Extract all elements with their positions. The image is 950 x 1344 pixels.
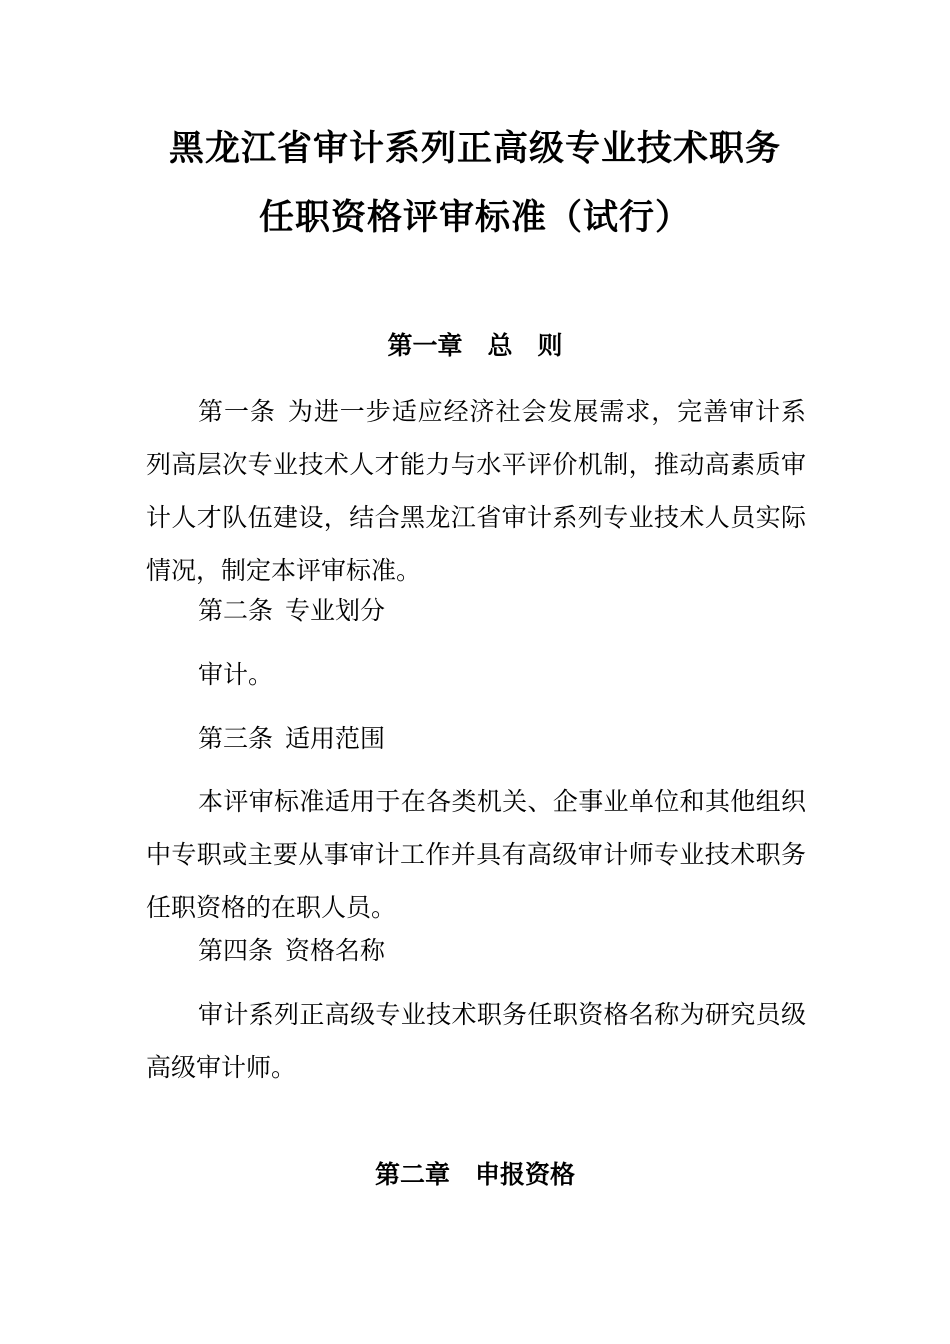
article-2-body: 审计。 — [198, 660, 274, 689]
article-1-number: 第一条 — [198, 397, 276, 426]
article-4-title: 资格名称 — [285, 936, 386, 965]
article-4-number: 第四条 — [198, 936, 274, 965]
chapter-heading-2: 第二章 申报资格 — [374, 1160, 575, 1189]
chapter-heading-1: 第一章 总 则 — [387, 331, 563, 360]
article-3-number: 第三条 — [198, 724, 274, 753]
document-title-line-1: 黑龙江省审计系列正高级专业技术职务 — [168, 129, 781, 169]
article-1-paragraph — [146, 385, 806, 597]
article-4-heading — [146, 924, 806, 977]
document-title-line-2: 任职资格评审标准（试行） — [258, 198, 691, 238]
article-3-body: 本评审标准适用于在各类机关、企事业单位和其他组织中专职或主要从事审计工作并具有高级审计师专业技术职务任职资格的在职人员。 — [146, 787, 806, 922]
article-4-body: 审计系列正高级专业技术职务任职资格名称为研究员级高级审计师。 — [146, 1000, 806, 1082]
article-2-heading — [146, 584, 806, 637]
article-2-number: 第二条 — [198, 596, 274, 625]
article-1-text: 为进一步适应经济社会发展需求，完善审计系列高层次专业技术人才能力与水平评价机制，推动高素质审计人才队伍建设，结合黑龙江省审计系列专业技术人员实际情况，制定本评审标准。 — [146, 397, 806, 585]
article-3-heading — [146, 712, 806, 765]
article-2-title: 专业划分 — [285, 596, 386, 625]
article-3-title: 适用范围 — [285, 724, 386, 753]
